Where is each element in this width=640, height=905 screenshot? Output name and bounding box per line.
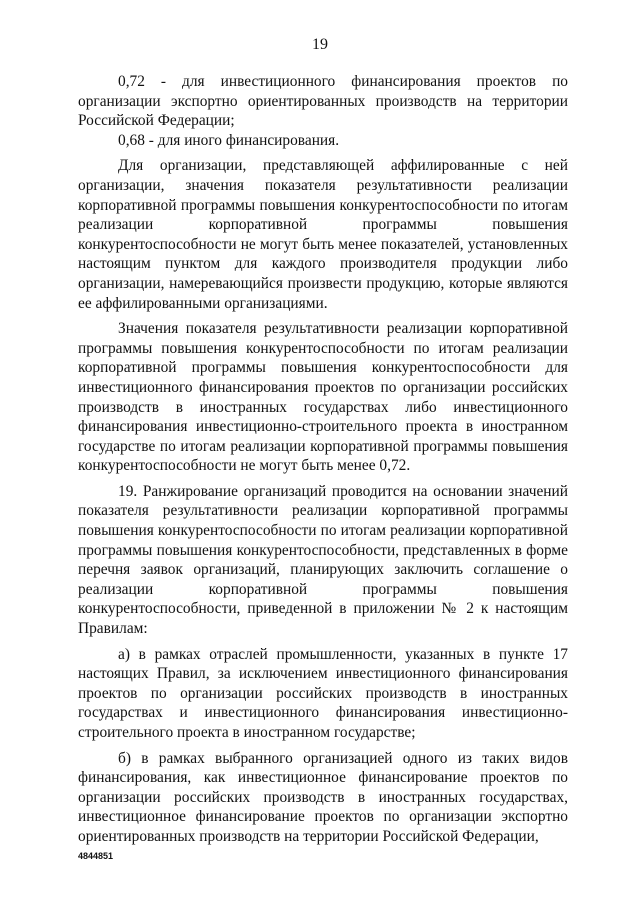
paragraph-item-19-ranking: 19. Ранжирование организаций проводится на основании значений показателя результативности реализации корпоративной программы повышения конкурентоспособности по итогам реализации корпоративной программы повышения конкурентоспособности, представленных в форме перечня заявок организаций, планирующих заключить соглашение о реализации корпоративной программы повышения конкурентоспособности, приведенной в приложении № 2 к настоящим Правилам:	[78, 482, 568, 638]
paragraph-foreign-investment-values: Значения показателя результативности реализации корпоративной программы повышения конкурентоспособности по итогам реализации корпоративной программы повышения конкурентоспособности для инвестиционного финансирования проектов по организации российских производств в иностранных государствах либо инвестиционного финансирования инвестиционно-строительного проекта в иностранном государстве по итогам реализации корпоративной программы повышения конкурентоспособности не могут быть менее 0,72.	[78, 320, 568, 475]
paragraph-subitem-b: б) в рамках выбранного организацией одного из таких видов финансирования, как инвестиционное финансирование проектов по организации российских производств в иностранных государствах, инвестиционное финансирование проектов по организации экспортно ориентированных производств на территории Российской Федерации,	[78, 749, 568, 845]
page-number: 19	[312, 36, 328, 53]
document-code: 4844851	[78, 851, 114, 861]
paragraph-ratio-072: 0,72 - для инвестиционного финансирования проектов по организации экспортно ориентированных производств на территории Российской Федерации;	[78, 73, 568, 130]
paragraph-subitem-a: а) в рамках отраслей промышленности, указанных в пункте 17 настоящих Правил, за исключением инвестиционного финансирования проектов по организации российских производств в иностранных государствах и инвестиционного финансирования инвестиционно-строительного проекта в иностранном государстве;	[78, 645, 568, 741]
paragraph-ratio-068: 0,68 - для иного финансирования.	[118, 131, 340, 149]
paragraph-affiliated-organizations: Для организации, представляющей аффилированные с ней организации, значения показателя результативности реализации корпоративной программы повышения конкурентоспособности по итогам реализации корпоративной программы повышения конкурентоспособности не могут быть менее показателей, установленных настоящим пунктом для каждого производителя продукции либо организации, намеревающийся произвести продукцию, которые являются ее аффилированными организациями.	[78, 157, 568, 312]
document-body	[78, 72, 568, 853]
